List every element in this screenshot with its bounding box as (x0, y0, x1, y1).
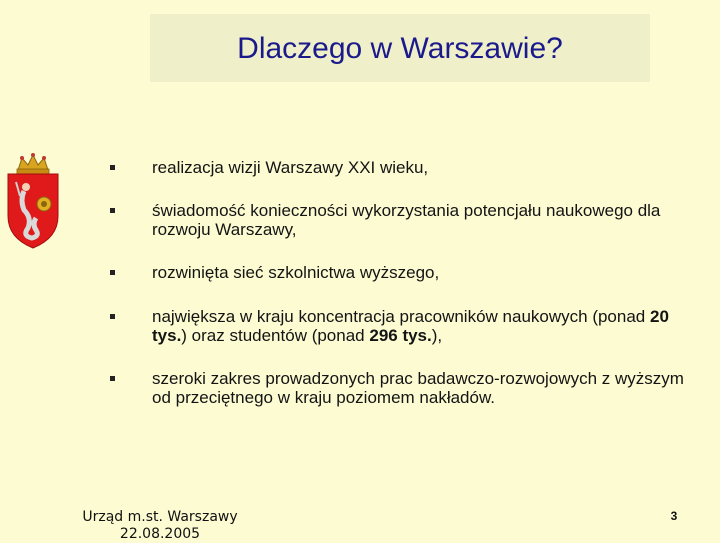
crown-icon (17, 153, 49, 174)
footer-org-name: Urząd m.st. Warszawy (82, 509, 238, 525)
bullet-marker (110, 314, 115, 319)
bullet-marker (110, 208, 115, 213)
slide-title: Dlaczego w Warszawie? (237, 32, 563, 65)
warsaw-coat-of-arms-icon (2, 152, 64, 252)
title-box (150, 14, 650, 82)
bullet-text: rozwinięta sieć szkolnictwa wyższego, (152, 263, 440, 282)
bullet-text: realizacja wizji Warszawy XXI wieku, (152, 158, 429, 177)
bullet-text: największa w kraju koncentracja pracowników naukowych (ponad 20 tys.) oraz studentów (ponad 296 tys.), (152, 307, 669, 345)
bullet-marker (110, 165, 115, 170)
bullet-text: świadomość konieczności wykorzystania potencjału naukowego dla rozwoju Warszawy, (152, 201, 661, 239)
footer-organization (60, 509, 260, 543)
bullet-marker (110, 376, 115, 381)
bullet-marker (110, 270, 115, 275)
bullet-text: szeroki zakres prowadzonych prac badawczo-rozwojowych z wyższym od przeciętnego w kraju poziomem nakładów. (152, 369, 684, 407)
page-number: 3 (670, 509, 678, 523)
footer-date: 22.08.2005 (119, 526, 201, 542)
